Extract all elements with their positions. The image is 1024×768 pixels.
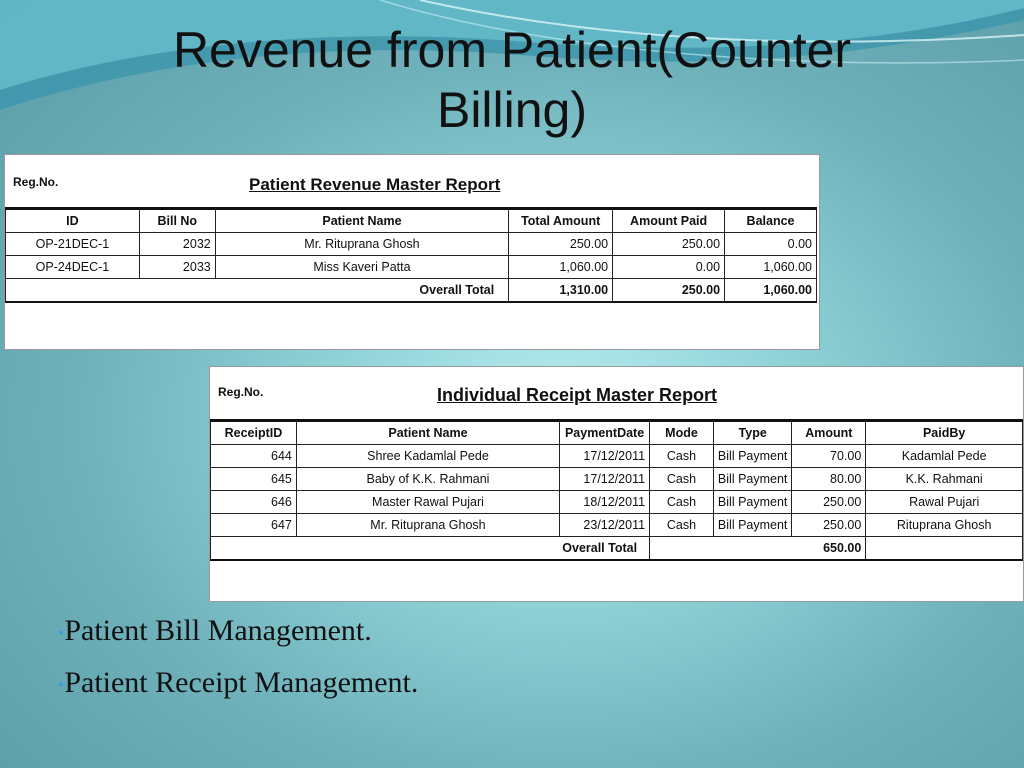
column-header: Patient Name (296, 421, 559, 445)
cell-receipt-id: 644 (211, 445, 297, 468)
column-header: Total Amount (509, 209, 613, 233)
cell-patient-name: Shree Kadamlal Pede (296, 445, 559, 468)
cell-patient-name: Master Rawal Pujari (296, 491, 559, 514)
column-header: Amount Paid (613, 209, 725, 233)
column-header: ID (6, 209, 140, 233)
cell-amount: 70.00 (792, 445, 866, 468)
bullet-list (58, 606, 418, 710)
cell-payment-date: 18/12/2011 (560, 491, 650, 514)
bullet-text: Patient Bill Management. (64, 614, 372, 647)
table-row (211, 491, 1023, 514)
total-paid: 250.00 (613, 279, 725, 303)
patient-revenue-report (4, 154, 820, 350)
slide-title (0, 20, 1024, 140)
cell-receipt-id: 647 (211, 514, 297, 537)
cell-amount-paid: 0.00 (613, 256, 725, 279)
cell-payment-date: 17/12/2011 (560, 468, 650, 491)
cell-type: Bill Payment (713, 445, 791, 468)
column-header: PaymentDate (560, 421, 650, 445)
table-row (6, 233, 817, 256)
revenue-table (5, 207, 817, 303)
column-header: Amount (792, 421, 866, 445)
bullet-item (58, 658, 418, 710)
cell-balance: 0.00 (725, 233, 817, 256)
cell-balance: 1,060.00 (725, 256, 817, 279)
regno-label: Reg.No. (13, 175, 59, 189)
slide-title-line2: Billing) (436, 82, 588, 138)
total-balance: 1,060.00 (725, 279, 817, 303)
individual-receipt-report (209, 366, 1024, 602)
bullet-text: Patient Receipt Management. (64, 666, 419, 700)
cell-patient-name: Baby of K.K. Rahmani (296, 468, 559, 491)
cell-id: OP-21DEC-1 (6, 233, 140, 256)
table-row (6, 256, 817, 279)
cell-amount: 250.00 (792, 491, 866, 514)
column-header: Patient Name (215, 209, 508, 233)
total-row (6, 279, 817, 303)
table-row (211, 514, 1023, 537)
slide-title-line1: Revenue from Patient(Counter (172, 22, 852, 78)
cell-mode: Cash (650, 445, 714, 468)
regno-label: Reg.No. (218, 385, 264, 399)
cell-mode: Cash (650, 491, 714, 514)
cell-total-amount: 250.00 (509, 233, 613, 256)
cell-receipt-id: 645 (211, 468, 297, 491)
cell-patient-name: Mr. Rituprana Ghosh (215, 233, 508, 256)
table-header-row (6, 209, 817, 233)
cell-paid-by: Rawal Pujari (866, 491, 1023, 514)
column-header: Type (713, 421, 791, 445)
total-label: Overall Total (6, 279, 509, 303)
cell-paid-by: K.K. Rahmani (866, 468, 1023, 491)
cell-id: OP-24DEC-1 (6, 256, 140, 279)
total-label: Overall Total (211, 537, 650, 561)
table-row (211, 468, 1023, 491)
column-header: ReceiptID (211, 421, 297, 445)
cell-payment-date: 17/12/2011 (560, 445, 650, 468)
report-title: Individual Receipt Master Report (437, 385, 718, 405)
cell-mode: Cash (650, 468, 714, 491)
column-header: Balance (725, 209, 817, 233)
cell-amount: 250.00 (792, 514, 866, 537)
table-row (211, 445, 1023, 468)
cell-total-amount: 1,060.00 (509, 256, 613, 279)
cell-type: Bill Payment (713, 514, 791, 537)
cell-patient-name: Miss Kaveri Patta (215, 256, 508, 279)
cell-bill-no: 2032 (139, 233, 215, 256)
cell-paid-by: Kadamlal Pede (866, 445, 1023, 468)
bullet-dot-icon: • (58, 623, 65, 644)
report-title: Patient Revenue Master Report (249, 175, 501, 194)
cell-payment-date: 23/12/2011 (560, 514, 650, 537)
total-row (211, 537, 1023, 561)
cell-patient-name: Mr. Rituprana Ghosh (296, 514, 559, 537)
cell-bill-no: 2033 (139, 256, 215, 279)
bullet-dot-icon: • (58, 675, 65, 696)
cell-mode: Cash (650, 514, 714, 537)
cell-amount: 80.00 (792, 468, 866, 491)
bullet-item (58, 606, 418, 658)
total-amount: 1,310.00 (509, 279, 613, 303)
total-amount: 650.00 (650, 537, 866, 561)
column-header: Bill No (139, 209, 215, 233)
column-header: Mode (650, 421, 714, 445)
cell-amount-paid: 250.00 (613, 233, 725, 256)
cell-receipt-id: 646 (211, 491, 297, 514)
cell-paid-by: Rituprana Ghosh (866, 514, 1023, 537)
table-header-row (211, 421, 1023, 445)
cell-type: Bill Payment (713, 491, 791, 514)
column-header: PaidBy (866, 421, 1023, 445)
total-blank-cell (866, 537, 1023, 561)
cell-type: Bill Payment (713, 468, 791, 491)
receipt-table (210, 419, 1023, 561)
